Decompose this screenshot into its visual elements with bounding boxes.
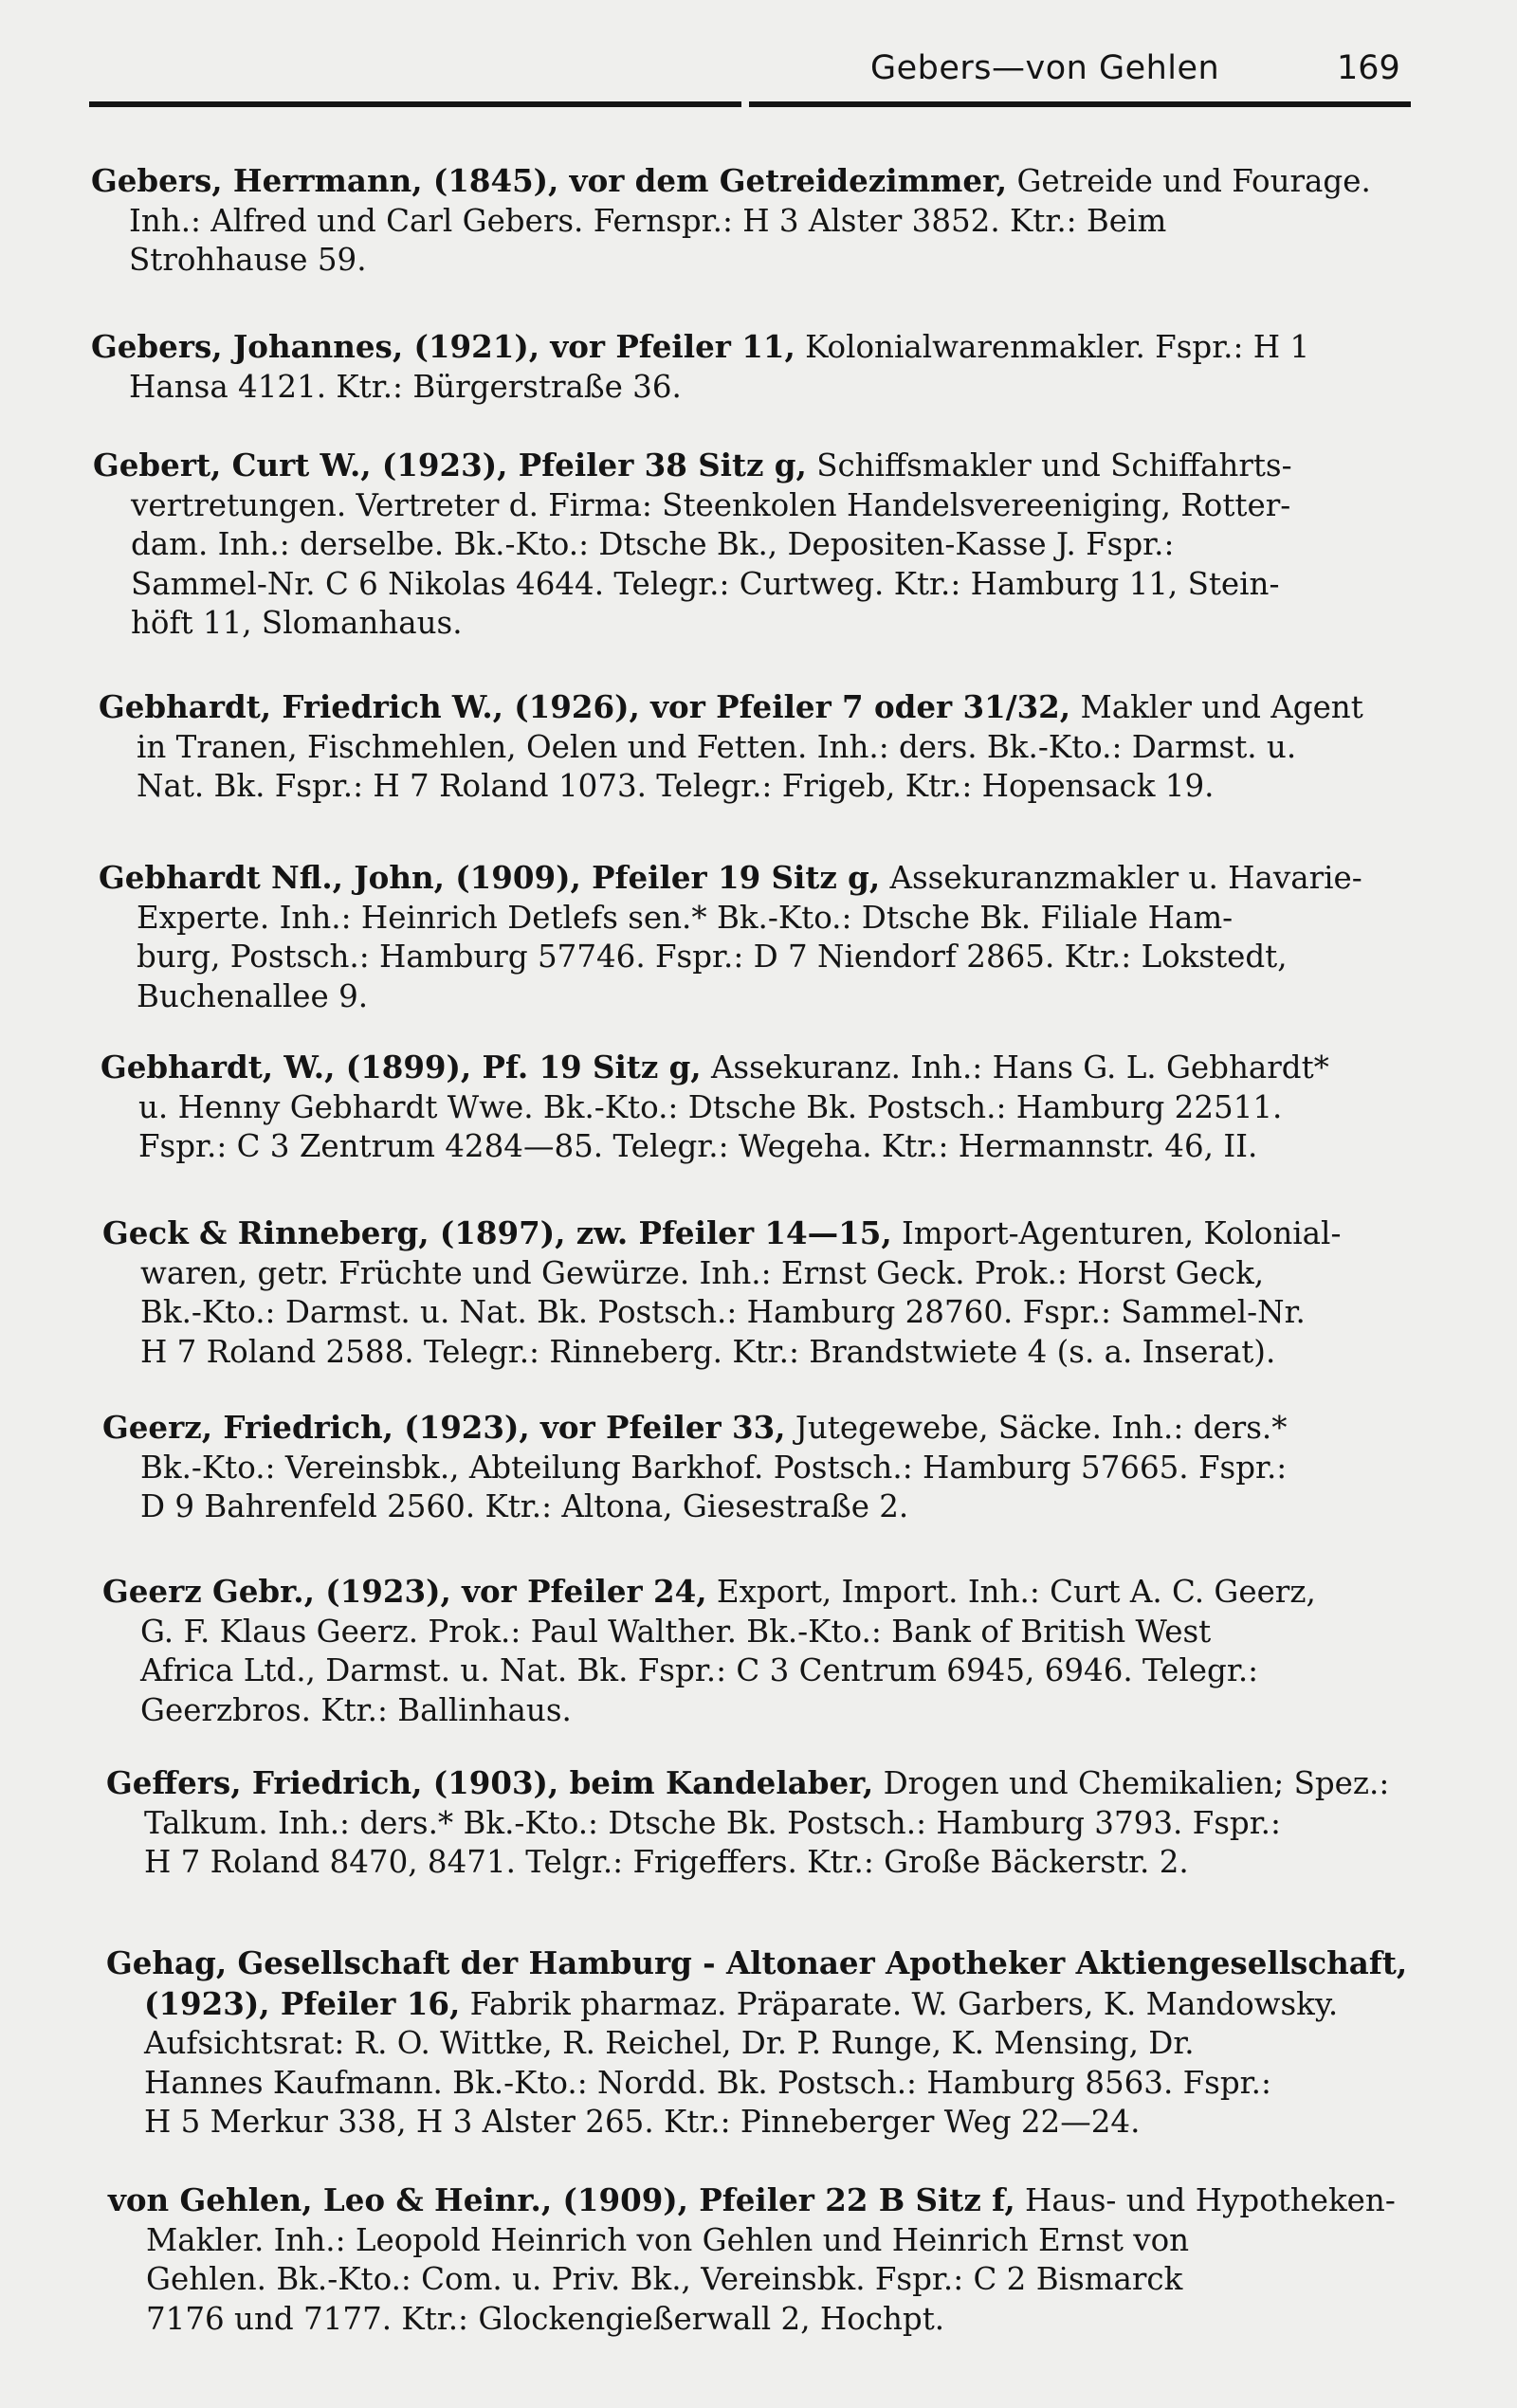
entry-line — [140, 1293, 1449, 1333]
entry-line — [146, 2260, 1454, 2300]
entry-body-text: waren, getr. Früchte und Gewürze. Inh.: Ernst Geck. Prok.: Horst Geck, — [140, 1254, 1265, 1291]
entry-line — [108, 2180, 1454, 2221]
entry-line — [99, 687, 1445, 728]
entry-body-text: Gehlen. Bk.-Kto.: Com. u. Priv. Bk., Vereinsbk. Fspr.: C 2 Bismarck — [146, 2261, 1183, 2297]
entry-line — [144, 1843, 1453, 1883]
entry-line — [137, 899, 1445, 939]
entry-line — [144, 2103, 1453, 2143]
entry-line — [140, 1333, 1449, 1373]
directory-entry — [99, 858, 1445, 1016]
entry-line — [131, 565, 1439, 605]
entry-line — [102, 1572, 1449, 1613]
directory-entry — [102, 1408, 1449, 1527]
entry-line — [106, 1763, 1453, 1804]
entry-body-text: Buchenallee 9. — [137, 977, 369, 1014]
entry-body-text: Fabrik pharmaz. Präparate. W. Garbers, K. Mandowsky. — [460, 1985, 1339, 2022]
running-title: Gebers—von Gehlen — [870, 49, 1220, 87]
entry-heading-text: von Gehlen, Leo & Heinr., (1909), Pfeiler 22 B Sitz f, — [108, 2181, 1015, 2218]
entry-body-text: Geerzbros. Ktr.: Ballinhaus. — [140, 1691, 572, 1728]
entry-body-text: Bk.-Kto.: Darmst. u. Nat. Bk. Postsch.: Hamburg 28760. Fspr.: Sammel-Nr. — [140, 1294, 1306, 1330]
directory-entry — [102, 1572, 1449, 1730]
entry-heading-text: Geffers, Friedrich, (1903), beim Kandelaber, — [106, 1764, 874, 1801]
entry-body-text: Drogen und Chemikalien; Spez.: — [873, 1765, 1390, 1801]
entry-heading-text: Gebhardt Nfl., John, (1909), Pfeiler 19 Sitz g, — [99, 859, 881, 896]
entry-body-text: Strohhause 59. — [129, 242, 367, 278]
entry-body-text: Export, Import. Inh.: Curt A. C. Geerz, — [706, 1574, 1316, 1610]
entry-line — [144, 2064, 1453, 2104]
entry-line — [144, 2024, 1453, 2064]
entry-line — [138, 1127, 1447, 1167]
entry-line — [140, 1487, 1449, 1527]
entry-line — [144, 1984, 1453, 2025]
entry-body-text: Getreide und Fourage. — [1007, 163, 1371, 199]
entry-heading-text: Gebhardt, W., (1899), Pf. 19 Sitz g, — [101, 1049, 702, 1085]
entry-line — [102, 1213, 1449, 1254]
entry-body-text: Hansa 4121. Ktr.: Bürgerstraße 36. — [129, 368, 682, 405]
entry-body-text: dam. Inh.: derselbe. Bk.-Kto.: Dtsche Bk., Depositen-Kasse J. Fspr.: — [131, 526, 1175, 562]
entry-body-text: H 5 Merkur 338, H 3 Alster 265. Ktr.: Pinneberger Weg 22—24. — [144, 2104, 1141, 2140]
entry-body-text: Jutegewebe, Säcke. Inh.: ders.* — [785, 1410, 1288, 1446]
entry-line — [140, 1254, 1449, 1294]
entry-heading-text: (1923), Pfeiler 16, — [144, 1984, 461, 2022]
entry-heading-text: Geerz Gebr., (1923), vor Pfeiler 24, — [102, 1573, 707, 1610]
entry-body-text: H 7 Roland 2588. Telegr.: Rinneberg. Ktr.: Brandstwiete 4 (s. a. Inserat). — [140, 1333, 1276, 1370]
entry-body-text: Africa Ltd., Darmst. u. Nat. Bk. Fspr.: C 3 Centrum 6945, 6946. Telegr.: — [140, 1652, 1259, 1688]
entry-line — [137, 977, 1445, 1017]
entry-heading-text: Geck & Rinneberg, (1897), zw. Pfeiler 14—15, — [102, 1214, 892, 1251]
entry-line — [140, 1651, 1449, 1691]
entry-heading-text: Gehag, Gesellschaft der Hamburg - Altonaer Apotheker Aktiengesellschaft, — [106, 1944, 1408, 1981]
directory-entry — [106, 1763, 1453, 1883]
entry-line — [140, 1449, 1449, 1488]
entry-line — [131, 525, 1439, 565]
entry-body-text: u. Henny Gebhardt Wwe. Bk.-Kto.: Dtsche Bk. Postsch.: Hamburg 22511. — [138, 1088, 1283, 1125]
directory-entry — [108, 2180, 1454, 2339]
directory-entry — [91, 161, 1437, 281]
entry-line — [129, 241, 1437, 281]
directory-entry — [106, 1943, 1453, 2143]
entry-line — [129, 202, 1437, 242]
directory-entry — [91, 327, 1437, 407]
entry-line — [93, 446, 1439, 486]
page-number: 169 — [1337, 49, 1400, 87]
entry-body-text: Import-Agenturen, Kolonial- — [891, 1215, 1342, 1251]
entry-line — [140, 1691, 1449, 1731]
entry-body-text: Haus- und Hypotheken- — [1014, 2182, 1396, 2218]
entry-line — [144, 1804, 1453, 1844]
entry-line — [146, 2300, 1454, 2340]
entry-body-text: D 9 Bahrenfeld 2560. Ktr.: Altona, Giesestraße 2. — [140, 1488, 909, 1524]
entry-body-text: burg, Postsch.: Hamburg 57746. Fspr.: D 7 Niendorf 2865. Ktr.: Lokstedt, — [137, 939, 1288, 975]
entry-body-text: Assekuranzmakler u. Havarie- — [880, 860, 1362, 896]
entry-body-text: höft 11, Slomanhaus. — [131, 605, 463, 641]
entry-line — [99, 858, 1445, 899]
directory-entry — [99, 687, 1445, 807]
entry-line — [129, 368, 1437, 408]
entry-body-text: H 7 Roland 8470, 8471. Telgr.: Frigeffers. Ktr.: Große Bäckerstr. 2. — [144, 1844, 1189, 1880]
entry-body-text: Aufsichtsrat: R. O. Wittke, R. Reichel, Dr. P. Runge, K. Mensing, Dr. — [144, 2025, 1195, 2061]
entry-body-text: G. F. Klaus Geerz. Prok.: Paul Walther. Bk.-Kto.: Bank of British West — [140, 1613, 1212, 1650]
entry-heading-text: Geerz, Friedrich, (1923), vor Pfeiler 33, — [102, 1409, 786, 1446]
header-rule — [89, 101, 741, 107]
directory-entry — [101, 1048, 1447, 1167]
entry-line — [131, 604, 1439, 644]
entry-line — [91, 327, 1437, 368]
entry-line — [101, 1048, 1447, 1088]
entry-body-text: Assekuranz. Inh.: Hans G. L. Gebhardt* — [701, 1049, 1329, 1085]
entry-line — [140, 1613, 1449, 1652]
entry-line — [146, 2221, 1454, 2261]
entry-line — [91, 161, 1437, 202]
entry-body-text: Makler. Inh.: Leopold Heinrich von Gehlen und Heinrich Ernst von — [146, 2221, 1190, 2258]
entry-heading-text: Gebers, Herrmann, (1845), vor dem Getreidezimmer, — [91, 162, 1008, 199]
entry-line — [137, 938, 1445, 977]
directory-entry — [93, 446, 1439, 644]
entry-body-text: 7176 und 7177. Ktr.: Glockengießerwall 2, Hochpt. — [146, 2300, 945, 2337]
entry-line — [137, 728, 1445, 768]
entry-body-text: in Tranen, Fischmehlen, Oelen und Fetten. Inh.: ders. Bk.-Kto.: Darmst. u. — [137, 728, 1297, 765]
entry-heading-text: Gebhardt, Friedrich W., (1926), vor Pfeiler 7 oder 31/32, — [99, 688, 1071, 725]
entry-body-text: Inh.: Alfred und Carl Gebers. Fernspr.: H 3 Alster 3852. Ktr.: Beim — [129, 202, 1167, 239]
header-rule — [749, 101, 1411, 107]
entry-body-text: Hannes Kaufmann. Bk.-Kto.: Nordd. Bk. Postsch.: Hamburg 8563. Fspr.: — [144, 2064, 1271, 2101]
entry-heading-text: Gebert, Curt W., (1923), Pfeiler 38 Sitz g, — [93, 447, 807, 483]
entry-body-text: Kolonialwarenmakler. Fspr.: H 1 — [795, 329, 1310, 365]
entry-body-text: Experte. Inh.: Heinrich Detlefs sen.* Bk.-Kto.: Dtsche Bk. Filiale Ham- — [137, 899, 1234, 936]
entry-line — [106, 1943, 1453, 1984]
entry-line — [137, 767, 1445, 807]
entry-body-text: Fspr.: C 3 Zentrum 4284—85. Telegr.: Wegeha. Ktr.: Hermannstr. 46, II. — [138, 1128, 1258, 1164]
entry-body-text: Nat. Bk. Fspr.: H 7 Roland 1073. Telegr.: Frigeb, Ktr.: Hopensack 19. — [137, 768, 1215, 804]
entry-body-text: vertretungen. Vertreter d. Firma: Steenkolen Handelsvereeniging, Rotter- — [131, 486, 1291, 523]
entry-body-text: Makler und Agent — [1070, 689, 1363, 725]
entry-heading-text: Gebers, Johannes, (1921), vor Pfeiler 11, — [91, 328, 795, 365]
directory-entry — [102, 1213, 1449, 1372]
entry-body-text: Talkum. Inh.: ders.* Bk.-Kto.: Dtsche Bk. Postsch.: Hamburg 3793. Fspr.: — [144, 1804, 1281, 1841]
entry-body-text: Schiffsmakler und Schiffahrts- — [806, 447, 1292, 483]
entry-body-text: Sammel-Nr. C 6 Nikolas 4644. Telegr.: Curtweg. Ktr.: Hamburg 11, Stein- — [131, 565, 1280, 602]
entry-body-text: Bk.-Kto.: Vereinsbk., Abteilung Barkhof. Postsch.: Hamburg 57665. Fspr.: — [140, 1449, 1288, 1486]
entry-line — [138, 1088, 1447, 1128]
entry-line — [102, 1408, 1449, 1449]
entry-line — [131, 486, 1439, 526]
